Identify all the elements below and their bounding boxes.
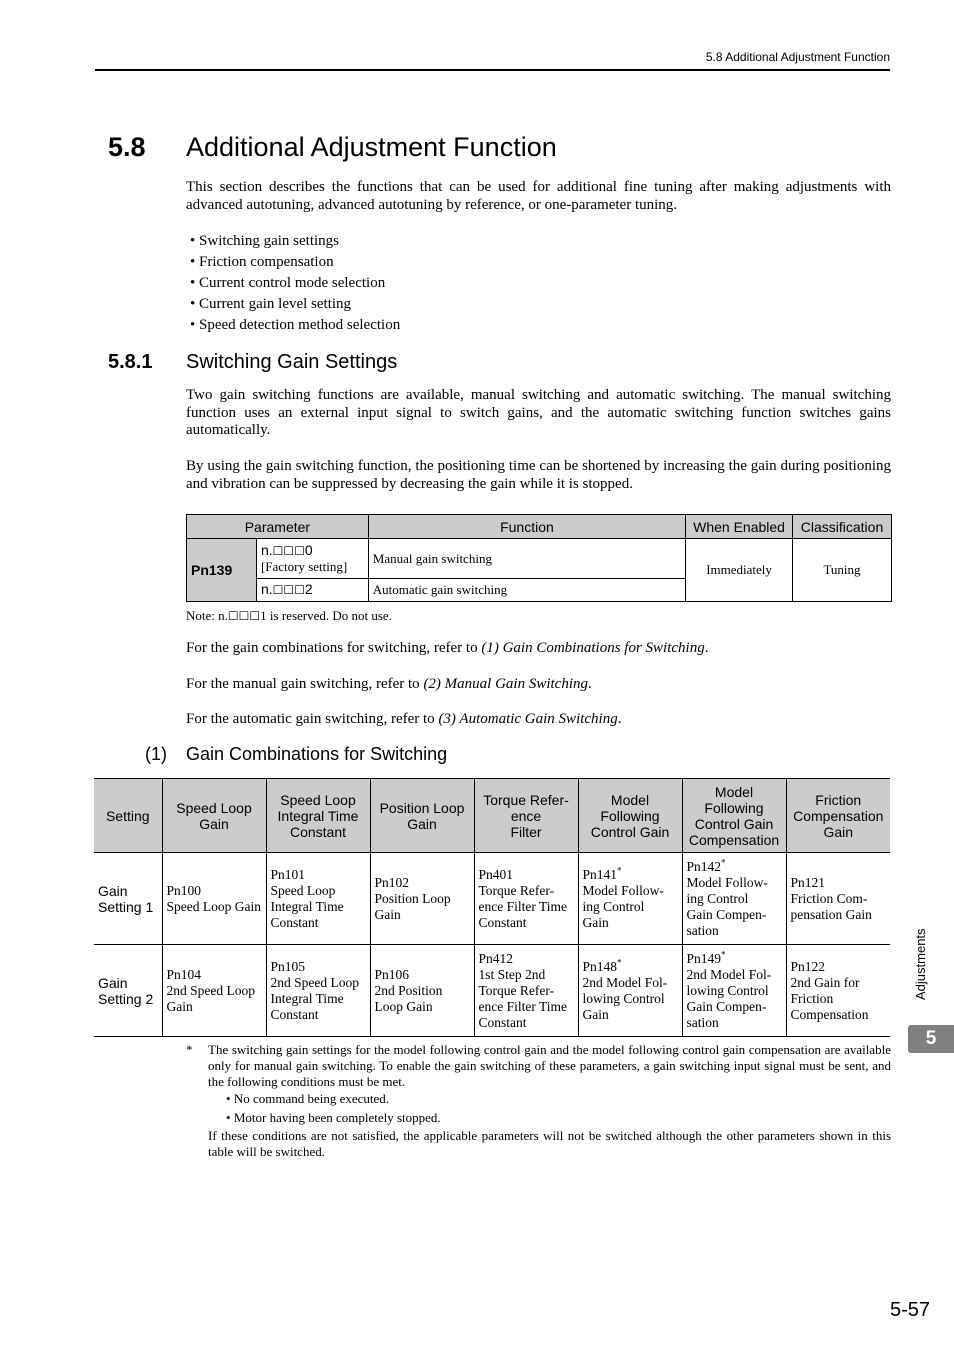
- parameter-description: 2nd Model Fol- lowing Control Gain: [582, 974, 668, 1022]
- parameter-description: Position Loop Gain: [374, 890, 451, 922]
- header-model-following-compensation: Model Following Control Gain Compensation: [682, 779, 786, 853]
- footnote-text: The switching gain settings for the model following control gain and the model following control gain compensation are available only for manual gain switching. To enable the gain switching of these parameters, a gain switching input signal must be sent, and the following conditions must be met.: [208, 1042, 891, 1089]
- gain-parameter-cell: [578, 945, 682, 1037]
- page-number: 5-57: [889, 1299, 930, 1321]
- parameter-number: Pn148: [582, 958, 618, 974]
- list-item: • Current gain level setting: [190, 294, 400, 315]
- list-item: • Speed detection method selection: [190, 315, 400, 336]
- paragraph-gain-functions: Two gain switching functions are available, manual switching and automatic switching. The manual switching function uses an external input signal to switch gains, and the automatic switching function switches gains automatically.: [186, 387, 891, 438]
- cross-reference: For the automatic gain switching, refer to (3) Automatic Gain Switching.: [186, 711, 622, 727]
- list-item: • Switching gain settings: [190, 231, 400, 252]
- parameter-number: Pn102: [374, 874, 410, 890]
- setting-cell: n.☐☐☐2: [256, 579, 368, 602]
- parameter-description: 2nd Position Loop Gain: [374, 982, 443, 1014]
- chapter-side-label: Adjustments: [913, 928, 928, 1000]
- gain-parameter-cell: [162, 945, 266, 1037]
- list-item: • Friction compensation: [190, 252, 400, 273]
- table-row: [94, 945, 890, 1037]
- parameter-table: [186, 514, 892, 602]
- footnote-reference: *: [721, 949, 726, 959]
- footnote-reference: *: [617, 865, 622, 875]
- paragraph-positioning: By using the gain switching function, the positioning time can be shortened by increasing the gain during positioning and vibration can be suppressed by decreasing the gain while it is stopped.: [186, 458, 891, 492]
- footnote-reference: *: [617, 957, 622, 967]
- reference-link[interactable]: (1) Gain Combinations for Switching: [481, 640, 705, 656]
- running-head: 5.8 Additional Adjustment Function: [705, 50, 890, 64]
- placeholder-digits-icon: ☐☐☐: [227, 609, 261, 623]
- reference-link[interactable]: (2) Manual Gain Switching: [423, 676, 589, 692]
- parameter-number: Pn149: [686, 950, 722, 966]
- parameter-description: Torque Refer- ence Filter Time Constant: [478, 882, 567, 930]
- header-setting: Setting: [94, 779, 162, 853]
- parameter-number: Pn100: [166, 882, 202, 898]
- subsection-heading: [108, 351, 397, 374]
- header-function: Function: [368, 515, 685, 539]
- footnote-mark: *: [186, 1042, 193, 1057]
- header-parameter: Parameter: [187, 515, 369, 539]
- subsection-number: 5.8.1: [108, 351, 153, 373]
- subsection-title: Switching Gain Settings: [186, 351, 398, 373]
- footnote-reference: *: [721, 857, 726, 867]
- gain-setting-label: Gain Setting 1: [94, 853, 162, 945]
- header-torque-reference-filter: Torque Refer- ence Filter: [474, 779, 578, 853]
- parameter-number: Pn106: [374, 966, 410, 982]
- placeholder-digits-icon: ☐☐☐: [272, 543, 305, 558]
- parameter-number: Pn121: [790, 874, 826, 890]
- parameter-number: Pn104: [166, 966, 202, 982]
- table-note: Note: n.☐☐☐1 is reserved. Do not use.: [186, 608, 392, 623]
- classification-cell: Tuning: [793, 539, 892, 602]
- intro-paragraph: This section describes the functions that can be used for additional fine tuning after making adjustments with advanced autotuning, advanced autotuning by reference, or one-parameter tuning.: [186, 179, 891, 213]
- function-cell: Manual gain switching: [368, 539, 685, 579]
- gain-parameter-cell: [474, 853, 578, 945]
- gain-parameter-cell: [266, 853, 370, 945]
- param-number: Pn139: [187, 539, 257, 602]
- header-model-following-gain: Model Following Control Gain: [578, 779, 682, 853]
- cross-reference: For the gain combinations for switching, refer to (1) Gain Combinations for Switching.: [186, 640, 709, 656]
- footnote: [186, 1042, 891, 1160]
- reference-link[interactable]: (3) Automatic Gain Switching: [438, 711, 618, 727]
- parameter-description: 2nd Speed Loop Gain: [166, 982, 255, 1014]
- footnote-bullet: • No command being executed.: [226, 1091, 891, 1107]
- footnote-bullet: • Motor having been completely stopped.: [226, 1110, 891, 1126]
- function-cell: Automatic gain switching: [368, 579, 685, 602]
- gain-parameter-cell: [682, 853, 786, 945]
- cross-reference: For the manual gain switching, refer to (2) Manual Gain Switching.: [186, 676, 592, 692]
- list-item: • Current control mode selection: [190, 273, 400, 294]
- parameter-number: Pn101: [270, 866, 306, 882]
- gain-parameter-cell: [162, 853, 266, 945]
- subsubsection-title: Gain Combinations for Switching: [186, 744, 448, 764]
- gain-parameter-cell: [786, 853, 890, 945]
- gain-parameter-cell: [370, 853, 474, 945]
- parameter-number: Pn105: [270, 958, 306, 974]
- parameter-description: Model Follow- ing Control Gain: [582, 882, 664, 930]
- setting-cell: n.☐☐☐0 [Factory setting]: [256, 539, 368, 579]
- section-title: Additional Adjustment Function: [186, 132, 557, 162]
- header-speed-loop-integral: Speed Loop Integral Time Constant: [266, 779, 370, 853]
- chapter-tab[interactable]: 5: [908, 1025, 954, 1053]
- parameter-description: Speed Loop Gain: [166, 898, 261, 914]
- gain-parameter-cell: [266, 945, 370, 1037]
- section-heading: [108, 132, 557, 168]
- parameter-description: Speed Loop Integral Time Constant: [270, 882, 344, 930]
- gain-parameter-cell: [682, 945, 786, 1037]
- header-when-enabled: When Enabled: [686, 515, 793, 539]
- parameter-description: 1st Step 2nd Torque Refer- ence Filter Time Constant: [478, 966, 567, 1030]
- subsubsection-heading: [145, 744, 447, 765]
- header-classification: Classification: [793, 515, 892, 539]
- header-friction-compensation: Friction Compensation Gain: [786, 779, 890, 853]
- gain-parameter-cell: [370, 945, 474, 1037]
- parameter-number: Pn141: [582, 866, 618, 882]
- parameter-description: 2nd Model Fol- lowing Control Gain Compen- sation: [686, 966, 772, 1030]
- gain-parameter-cell: [578, 853, 682, 945]
- parameter-number: Pn142: [686, 858, 722, 874]
- subsubsection-number: (1): [145, 744, 167, 764]
- section-number: 5.8: [108, 132, 146, 162]
- feature-list: [190, 231, 400, 336]
- parameter-description: 2nd Speed Loop Integral Time Constant: [270, 974, 359, 1022]
- parameter-number: Pn122: [790, 958, 826, 974]
- gain-parameter-cell: [474, 945, 578, 1037]
- header-position-loop-gain: Position Loop Gain: [370, 779, 474, 853]
- parameter-number: Pn412: [478, 950, 514, 966]
- parameter-description: Model Follow- ing Control Gain Compen- sation: [686, 874, 768, 938]
- footnote-closing: If these conditions are not satisfied, the applicable parameters will not be switched although the other parameters shown in this table will be switched.: [208, 1128, 891, 1159]
- header-speed-loop-gain: Speed Loop Gain: [162, 779, 266, 853]
- table-row: [94, 853, 890, 945]
- factory-setting-label: [Factory setting]: [260, 558, 348, 574]
- parameter-description: 2nd Gain for Friction Compensation: [790, 974, 869, 1022]
- gain-parameter-cell: [786, 945, 890, 1037]
- gain-setting-label: Gain Setting 2: [94, 945, 162, 1037]
- parameter-number: Pn401: [478, 866, 514, 882]
- placeholder-digits-icon: ☐☐☐: [272, 583, 305, 597]
- header-rule: [95, 69, 890, 71]
- when-enabled-cell: Immediately: [686, 539, 793, 602]
- gain-combinations-table: [94, 778, 890, 1037]
- parameter-description: Friction Com- pensation Gain: [790, 890, 872, 922]
